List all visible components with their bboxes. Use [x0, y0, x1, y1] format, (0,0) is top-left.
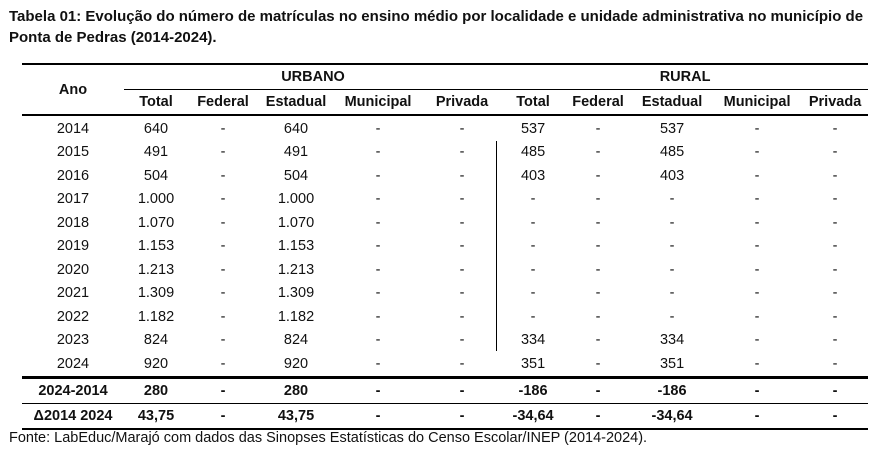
table-cell: -: [220, 332, 226, 349]
table-cell: -: [595, 120, 601, 137]
table-cell: -: [459, 355, 465, 372]
table-cell: 403: [520, 167, 546, 184]
column-header: Municipal: [334, 90, 422, 116]
table-cell: -: [832, 355, 838, 372]
table-cell: 920: [283, 355, 309, 372]
table-cell: 1.070: [137, 214, 175, 231]
table-cell: -: [832, 285, 838, 302]
table-cell: -: [754, 308, 760, 325]
column-header: Estadual: [258, 90, 334, 116]
table-cell: -: [832, 120, 838, 137]
table-cell: -: [334, 377, 422, 403]
table-cell: 640: [143, 120, 169, 137]
table-cell: -: [459, 144, 465, 161]
row-label: 2020: [56, 261, 90, 278]
row-label: 2015: [56, 144, 90, 161]
table-cell: -: [530, 191, 536, 208]
table-cell: 1.213: [137, 261, 175, 278]
table-cell: -: [375, 285, 381, 302]
table-cell: 351: [520, 355, 546, 372]
table-cell: 351: [659, 355, 685, 372]
table-cell: -: [459, 191, 465, 208]
total-row: [22, 403, 868, 429]
table-cell: -: [375, 332, 381, 349]
table-cell: -: [754, 120, 760, 137]
table-cell: 403: [659, 167, 685, 184]
table-cell: -: [220, 238, 226, 255]
table-cell: 1.182: [137, 308, 175, 325]
table-cell: -: [595, 214, 601, 231]
table-cell: -: [754, 261, 760, 278]
table-cell: -: [375, 167, 381, 184]
table-cell: -: [754, 144, 760, 161]
table-cell: -: [669, 285, 675, 302]
row-label: 2021: [56, 285, 90, 302]
table-cell: -: [832, 332, 838, 349]
row-label: Δ2014 2024: [22, 403, 124, 429]
table-cell: 1.153: [137, 238, 175, 255]
table-cell: 640: [283, 120, 309, 137]
table-cell: 537: [520, 120, 546, 137]
table-cell: -: [802, 377, 868, 403]
table-cell: -: [712, 377, 802, 403]
table-cell: -: [459, 261, 465, 278]
table-cell: -: [220, 285, 226, 302]
table-cell: -: [832, 167, 838, 184]
row-label: 2024-2014: [22, 377, 124, 403]
table-cell: -: [459, 167, 465, 184]
table-cell: -: [375, 261, 381, 278]
table-cell: -: [754, 355, 760, 372]
table-cell: -: [530, 285, 536, 302]
table-cell: -: [459, 238, 465, 255]
total-row: [22, 377, 868, 403]
table-row: [22, 235, 868, 259]
divider-line: [496, 141, 497, 351]
table-cell: -: [669, 238, 675, 255]
table-cell: -: [422, 403, 502, 429]
table-cell: -: [754, 332, 760, 349]
table-cell: 491: [283, 144, 309, 161]
table-cell: 1.070: [277, 214, 315, 231]
column-header: Total: [124, 90, 188, 116]
table-cell: -: [754, 167, 760, 184]
table-cell: 504: [143, 167, 169, 184]
column-header-ano: Ano: [22, 64, 124, 115]
year-rows: [22, 115, 868, 377]
table-cell: -: [832, 191, 838, 208]
table-cell: 280: [124, 377, 188, 403]
table-cell: -: [595, 332, 601, 349]
table-cell: -: [564, 377, 632, 403]
table-row: [22, 164, 868, 188]
table-title: Tabela 01: Evolução do número de matrículas no ensino médio por localidade e unidade administrativa no município de Ponta de Pedras (2014-2024).: [9, 8, 864, 46]
table-cell: -: [712, 403, 802, 429]
table-cell: -: [595, 261, 601, 278]
table-cell: 920: [143, 355, 169, 372]
table-row: [22, 352, 868, 377]
table-cell: -: [459, 308, 465, 325]
table-row: [22, 282, 868, 306]
table-cell: 334: [659, 332, 685, 349]
column-header: Privada: [802, 90, 868, 116]
table-cell: -: [832, 214, 838, 231]
source-note: Fonte: LabEduc/Marajó com dados das Sinopses Estatísticas do Censo Escolar/INEP (2014-2024).: [9, 430, 648, 446]
table-row: [22, 258, 868, 282]
row-label: 2024: [56, 355, 90, 372]
table-cell: 1.309: [137, 285, 175, 302]
table-cell: -: [669, 308, 675, 325]
row-label: 2022: [56, 308, 90, 325]
table-cell: 1.000: [137, 191, 175, 208]
row-label: 2017: [56, 191, 90, 208]
table-cell: -: [375, 308, 381, 325]
table-cell: -: [220, 261, 226, 278]
table-cell: -: [595, 308, 601, 325]
table-cell: 43,75: [258, 403, 334, 429]
table-cell: -: [754, 285, 760, 302]
table-cell: -: [595, 238, 601, 255]
row-label: 2016: [56, 167, 90, 184]
table-cell: -: [595, 167, 601, 184]
row-label: 2014: [56, 120, 90, 137]
table-cell: -: [459, 214, 465, 231]
table-cell: 334: [520, 332, 546, 349]
table-cell: -: [188, 403, 258, 429]
table-cell: -: [220, 191, 226, 208]
table-cell: 824: [143, 332, 169, 349]
table-cell: -: [375, 238, 381, 255]
table-cell: -: [375, 144, 381, 161]
table-cell: -: [422, 377, 502, 403]
table-cell: -: [220, 214, 226, 231]
table-row: [22, 305, 868, 329]
column-header: Privada: [422, 90, 502, 116]
table-row: [22, 211, 868, 235]
table-cell: 1.153: [277, 238, 315, 255]
table-cell: -: [334, 403, 422, 429]
table-cell: 1.182: [277, 308, 315, 325]
column-header: Federal: [564, 90, 632, 116]
table-cell: 1.213: [277, 261, 315, 278]
column-header: Total: [502, 90, 564, 116]
table-cell: 537: [659, 120, 685, 137]
table-cell: -: [375, 191, 381, 208]
table-cell: -: [375, 120, 381, 137]
table-cell: -186: [502, 377, 564, 403]
table-cell: -: [754, 191, 760, 208]
table-cell: -: [754, 214, 760, 231]
column-header: Municipal: [712, 90, 802, 116]
table-cell: -: [754, 238, 760, 255]
table-cell: 485: [659, 144, 685, 161]
table-cell: -: [669, 261, 675, 278]
table-cell: -: [595, 191, 601, 208]
table-cell: 1.309: [277, 285, 315, 302]
group-header-rural: RURAL: [502, 64, 868, 90]
row-label: 2023: [56, 332, 90, 349]
group-header-urbano: URBANO: [124, 64, 502, 90]
table-cell: -34,64: [502, 403, 564, 429]
table-cell: -: [459, 120, 465, 137]
table-cell: 491: [143, 144, 169, 161]
table-cell: -: [188, 377, 258, 403]
total-rows: [22, 377, 868, 429]
table-row: [22, 115, 868, 141]
table-cell: -: [220, 167, 226, 184]
table-cell: -: [832, 308, 838, 325]
row-label: 2018: [56, 214, 90, 231]
table-cell: -: [669, 191, 675, 208]
column-header: Federal: [188, 90, 258, 116]
row-label: 2019: [56, 238, 90, 255]
table-cell: -: [832, 238, 838, 255]
table-cell: 43,75: [124, 403, 188, 429]
enrollment-table: [22, 63, 868, 430]
table-cell: 824: [283, 332, 309, 349]
table-cell: -186: [632, 377, 712, 403]
table-cell: -: [530, 214, 536, 231]
table-cell: -: [802, 403, 868, 429]
table-cell: -: [220, 355, 226, 372]
table-cell: -34,64: [632, 403, 712, 429]
table-cell: -: [669, 214, 675, 231]
column-header: Estadual: [632, 90, 712, 116]
table-cell: -: [220, 120, 226, 137]
table-cell: -: [564, 403, 632, 429]
table-cell: -: [375, 355, 381, 372]
table-cell: 280: [258, 377, 334, 403]
table-row: [22, 141, 868, 165]
table-cell: 1.000: [277, 191, 315, 208]
table-cell: -: [832, 144, 838, 161]
table-cell: -: [530, 238, 536, 255]
table-cell: -: [832, 261, 838, 278]
table-cell: -: [595, 355, 601, 372]
table-cell: -: [595, 144, 601, 161]
table-cell: -: [595, 285, 601, 302]
table-row: [22, 329, 868, 353]
table-cell: 485: [520, 144, 546, 161]
table-cell: -: [459, 285, 465, 302]
table-cell: -: [220, 144, 226, 161]
table-cell: -: [375, 214, 381, 231]
table-cell: -: [530, 261, 536, 278]
table-row: [22, 188, 868, 212]
table-cell: -: [220, 308, 226, 325]
table-cell: 504: [283, 167, 309, 184]
table-cell: -: [530, 308, 536, 325]
table-cell: -: [459, 332, 465, 349]
